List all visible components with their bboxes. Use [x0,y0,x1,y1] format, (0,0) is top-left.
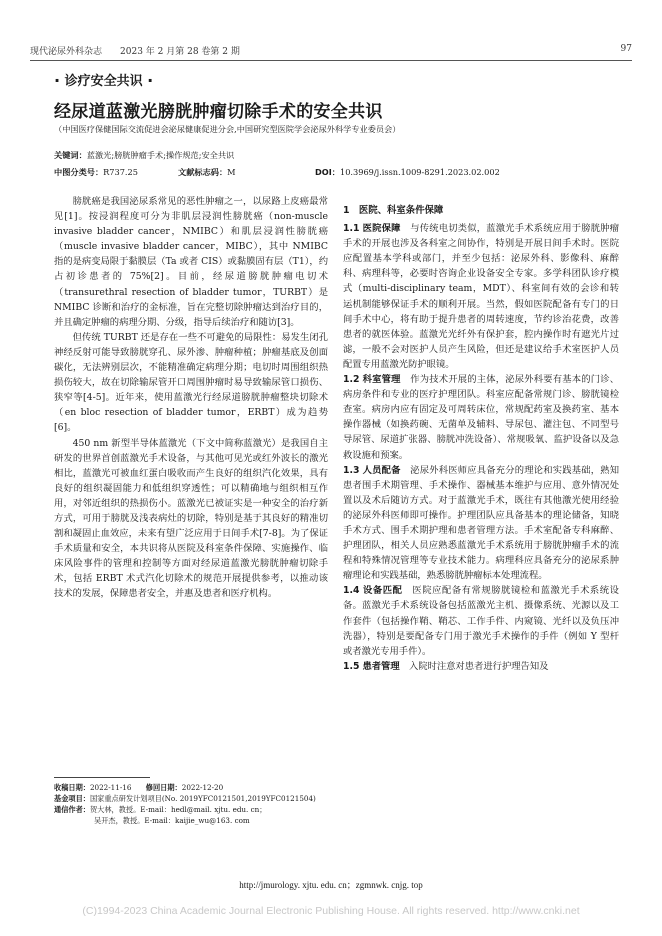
corr-label: 通信作者： [54,805,90,814]
subsection-text: 与传统电切类似，蓝激光手术系统应用于膀胱肿瘤手术的开展也涉及各科室之间协作，特别是开展日间手术时。医院应配置基本学科或部门，并至少包括：泌尿外科、影像科、麻醉科、病理科等，必要时咨询企业设备安全专家。多学科团队诊疗模式（multi-disciplinary team，MDT）、科室间有效的会诊和转运机制能够保证手术的顺利开展。当然，假如医院配备有专门的日间手术中心，将有助于提升患者的周转速度，节约诊治花费，改善患者的就医体验。蓝激光光纤外有保护套，腔内操作时有遮光片过滤，一般不会对医护人员产生风险，但还是建议给手术室医护人员配置专用蓝激光防护眼镜。 [343,223,619,370]
subsection-number: 1.2 [343,374,360,386]
bullet-dot: · [147,71,154,90]
subsection-title: 人员配备 [362,464,401,476]
subsection-1-4 [343,583,619,658]
authors-affiliation: （中国医疗保健国际交流促进会泌尿健康促进分会,中国研究型医院学会泌尿外科学专业委员会） [54,124,401,134]
subsection-title: 患者管理 [362,660,400,672]
subsection-title: 医院保障 [362,223,401,235]
corr-author-1: 贺大林，教授。E-mail：hedl@mail. xjtu. edu. cn； [89,805,267,814]
doi-line [315,167,500,178]
correspondence-footnote-2 [94,816,250,826]
keywords-label: 关键词： [54,150,87,160]
subsection-text: 入院时注意对患者进行护理告知及 [408,660,549,672]
subsection-1-3 [343,463,619,584]
corr-author-2: 吴开杰，教授。E-mail：kaijie_wu@163. com [94,816,250,825]
subsection-text: 医院应配备有常规膀胱镜检和蓝激光手术系统设备。蓝激光手术系统设备包括蓝激光主机、摄像系统、光源以及工作套件（包括操作鞘、鞘芯、工作手件、内窥镜、光纤以及负压冲洗器），特别是要配备专门用于激光手术操作的手件（例如 Y 型杆或者激光专用手件）。 [343,585,619,657]
section-heading: 1 医院、科室条件保障 [343,205,444,216]
body-paragraph: 450 nm 新型半导体蓝激光（下文中简称蓝激光）是我国自主研发的世界首创蓝激光手术设备，与其他可见光或红外波长的激光相比，蓝激光可被血红蛋白吸收而产生良好的组织汽化效果，具有良好的组织凝固能力和低组织穿透性；可以精确地与组织相互作用，对邻近组织的热损伤小。蓝激光已被证实是一种安全的治疗新方式，可用于膀胱及浅表病灶的切除，特别是基于其良好的精准切割和凝固止血效应，未来有望广泛应用于日间手术[7-8]。为了保证手术质量和安全，本共识将从医院及科室条件保障、实施操作、临床风险事件的管理和控制等方面对经尿道蓝激光膀胱肿瘤切除手术，包括 ERBT 术式汽化切除术的规范开展提供参考，以推动该技术的发展，保障患者安全，并惠及患者和医疗机构。 [54,437,328,600]
subsection-number: 1.1 [343,223,360,235]
section-text: 诊疗安全共识 [64,74,143,89]
right-column [343,203,619,854]
dates-footnote [54,783,223,793]
body-paragraph: 膀胱癌是我国泌尿系常见的恶性肿瘤之一，以尿路上皮癌最常见[1]。按浸润程度可分为非肌层浸润性膀胱癌（non-muscle invasive bladder cancer，NMIBC）和肌层浸润性膀胱癌（muscle invasive bladder cancer，MIBC），其中 NMIBC 指的是病变局限于黏膜层（Ta 或者 CIS）或黏膜固有层（T1），约占初诊患者的 75%[2]。目前，经尿道膀胱肿瘤电切术（transurethral resection of bladder tumor，TURBT）是 NMIBC 诊断和治疗的金标准，旨在完整切除肿瘤达到治疗目的，并且确定肿瘤的病理分期、分级，指导后续治疗和随访[3]。 [54,196,328,328]
header-divider [30,60,632,61]
subsection-text: 作为技术开展的主体，泌尿外科要有基本的门诊、病房条件和专业的医疗护理团队。科室应配备常规门诊、膀胱镜检查室。病房内应有固定及可周转床位，常规配药室及换药室、基本操作器械（如换药碗、无菌单及辅料、导尿包、灌注包、不同型号导尿管、尿道扩张器、膀胱冲洗设备）、常规吸氧、监护设备以及急救设施和预案。 [343,374,619,461]
doccode-value: M [227,167,236,177]
clc-value: R737.25 [103,167,138,177]
footer-url: http://jmurology. xjtu. edu. cn；zgmnwk. cnjg. top [239,880,423,890]
page-number: 97 [620,44,632,54]
doccode-label: 文献标志码： [178,167,228,177]
revised-label: 修回日期： [145,783,182,792]
clc-line [54,167,138,178]
subsection-title: 科室管理 [362,374,401,386]
doi-value: 10.3969/j.issn.1009-8291.2023.02.002 [340,167,500,177]
footnote-divider [54,777,150,778]
keywords-line [54,150,234,161]
keywords-value: 蓝激光;膀胱肿瘤手术;操作规范;安全共识 [86,150,235,160]
journal-name: 现代泌尿外科杂志 [30,47,103,57]
received-date: 2022-11-16 [89,783,132,792]
subsection-1-5 [343,659,619,674]
doccode-line [178,167,236,178]
clc-label: 中图分类号： [54,167,104,177]
bullet-dot: · [54,71,61,90]
subsection-text: 泌尿外科医师应具备充分的理论和实践基础，熟知患者围手术期管理、手术操作、器械基本维护与应用、意外情况处置以及术后随访方式。对于蓝激光手术，既往有其他激光使用经验的泌尿外科医师即可操作。护理团队应具备基本的理论储备，知晓手术方式、围手术期护理和患者管理方法。手术室配备专科麻醉、护理团队，相关人员应熟悉蓝激光手术系统用于膀胱肿瘤手术的流程和特殊情况管理等专业技术能力。病理科应具备充分的泌尿系肿瘤理论和实践基础，熟悉膀胱肿瘤标本处理流程。 [343,464,619,582]
fund-footnote [54,794,316,804]
left-column [54,194,328,767]
fund-value: 国家重点研发计划项目(No. 2019YFC0121501,2019YFC0121504) [89,794,316,803]
section-label [54,70,153,90]
subsection-1-2 [343,372,619,463]
received-label: 收稿日期： [54,783,90,792]
journal-issue [30,44,240,57]
correspondence-footnote [54,805,266,815]
doi-label: DOI： [315,167,340,177]
subsection-number: 1.3 [343,464,360,476]
subsection-1-1 [343,221,619,372]
revised-date: 2022-12-20 [181,783,224,792]
subsection-number: 1.4 [343,585,360,597]
subsection-title: 设备匹配 [363,585,403,597]
subsection-number: 1.5 [343,660,360,672]
body-paragraph: 但传统 TURBT 还是存在一些不可避免的局限性：易发生闭孔神经反射可能导致膀胱穿孔、尿外渗、肿瘤种植；肿瘤基底及创面碳化，无法辨别层次，不能精准确定病理分期；电切时周围组织热损伤较大，故在切除输尿管开口周围肿瘤时易导致输尿管口损伤、狭窄等[4-5]。近年来，使用蓝激光行经尿道膀胱肿瘤整块切除术（en bloc resection of bladder tumor，ERBT）成为趋势[6]。 [54,331,328,434]
issue-info: 2023 年 2 月第 28 卷第 2 期 [120,47,240,57]
copyright-watermark: (C)1994-2023 China Academic Journal Electronic Publishing House. All rights reserved. http://www.cnki.net [82,905,580,917]
article-title: 经尿道蓝激光膀胱肿瘤切除手术的安全共识 [54,102,383,122]
fund-label: 基金项目： [54,794,90,803]
